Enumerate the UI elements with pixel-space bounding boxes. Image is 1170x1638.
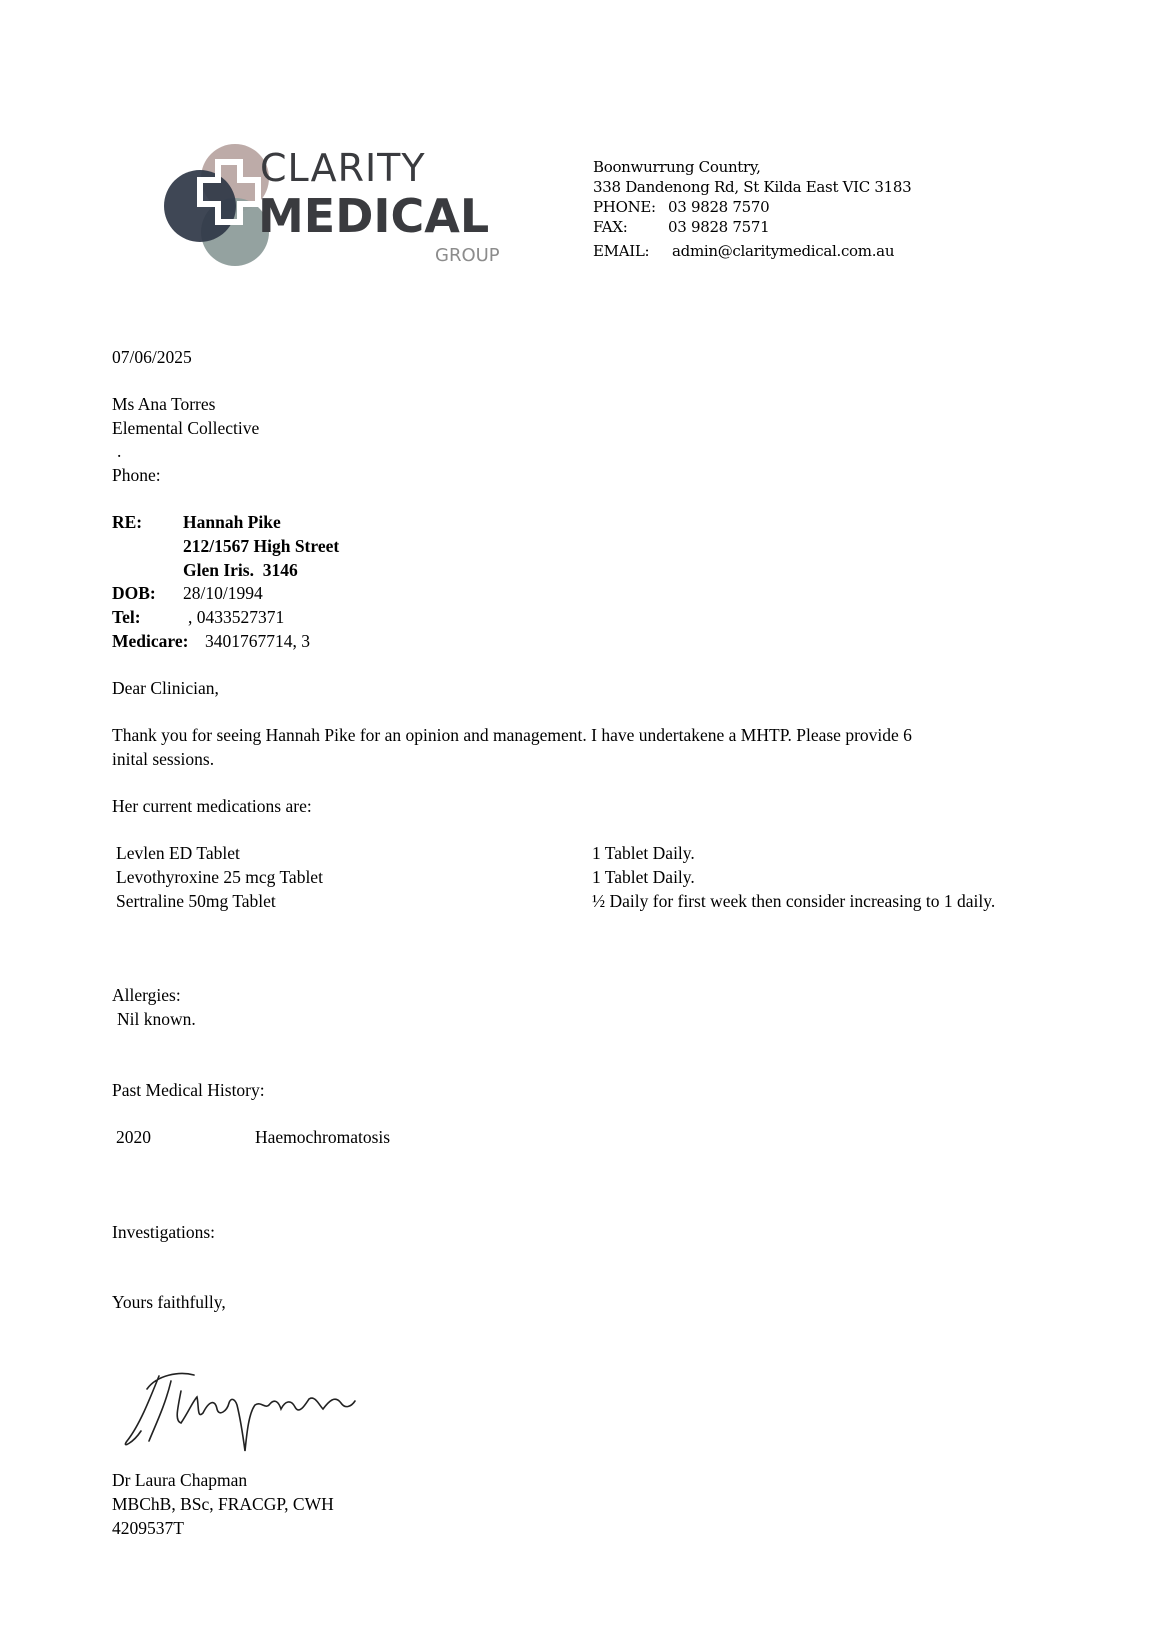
doctor-provider-number: 4209537T (112, 1518, 184, 1538)
body-line1: Thank you for seeing Hannah Pike for an opinion and management. I have undertakene a MHTP. Please provide 6 (112, 725, 912, 745)
logo-medical: MEDICAL (258, 189, 490, 243)
email-label: EMAIL: (593, 242, 650, 260)
doctor-name: Dr Laura Chapman (112, 1470, 248, 1490)
patient-address2: Glen Iris. 3146 (183, 560, 298, 580)
pmh-condition: Haemochromatosis (255, 1127, 391, 1147)
pmh-year: 2020 (116, 1127, 151, 1147)
practice-line1: Boonwurrung Country, (593, 158, 761, 176)
investigations-heading: Investigations: (112, 1222, 216, 1242)
medications-heading: Her current medications are: (112, 796, 312, 816)
medication-dose: 1 Tablet Daily. (592, 843, 695, 863)
clinic-logo (160, 140, 540, 280)
medicare-label: Medicare: (112, 631, 189, 651)
practice-line2: 338 Dandenong Rd, St Kilda East VIC 3183 (593, 178, 912, 196)
re-label: RE: (112, 512, 143, 532)
letter-date: 07/06/2025 (112, 347, 192, 367)
doctor-qualifications: MBChB, BSc, FRACGP, CWH (112, 1494, 334, 1514)
medication-name: Sertraline 50mg Tablet (116, 891, 276, 911)
pmh-heading: Past Medical History: (112, 1080, 265, 1100)
recipient-org: Elemental Collective (112, 418, 260, 438)
medication-dose: 1 Tablet Daily. (592, 867, 695, 887)
practice-phone: 03 9828 7570 (668, 198, 770, 216)
patient-medicare: 3401767714, 3 (205, 631, 310, 651)
practice-email: admin@claritymedical.com.au (672, 242, 895, 260)
logo-group: GROUP (435, 245, 500, 266)
signature (110, 1340, 379, 1461)
closing: Yours faithfully, (112, 1292, 226, 1312)
medication-dose: ½ Daily for first week then consider increasing to 1 daily. (592, 891, 996, 911)
medication-name: Levlen ED Tablet (116, 843, 240, 863)
patient-address1: 212/1567 High Street (183, 536, 340, 556)
allergies-value: Nil known. (117, 1009, 196, 1029)
logo-clarity: CLARITY (260, 146, 426, 190)
dob-label: DOB: (112, 583, 156, 603)
practice-fax: 03 9828 7571 (668, 218, 770, 236)
phone-label: PHONE: (593, 198, 656, 216)
recipient-phone-label: Phone: (112, 465, 161, 485)
body-line2: inital sessions. (112, 749, 215, 769)
allergies-heading: Allergies: (112, 985, 181, 1005)
patient-tel: , 0433527371 (188, 607, 285, 627)
patient-name: Hannah Pike (183, 512, 281, 532)
recipient-address: . (117, 441, 122, 461)
medication-name: Levothyroxine 25 mcg Tablet (116, 867, 323, 887)
salutation: Dear Clinician, (112, 678, 219, 698)
patient-dob: 28/10/1994 (183, 583, 263, 603)
tel-label: Tel: (112, 607, 141, 627)
fax-label: FAX: (593, 218, 628, 236)
recipient-name: Ms Ana Torres (112, 394, 216, 414)
